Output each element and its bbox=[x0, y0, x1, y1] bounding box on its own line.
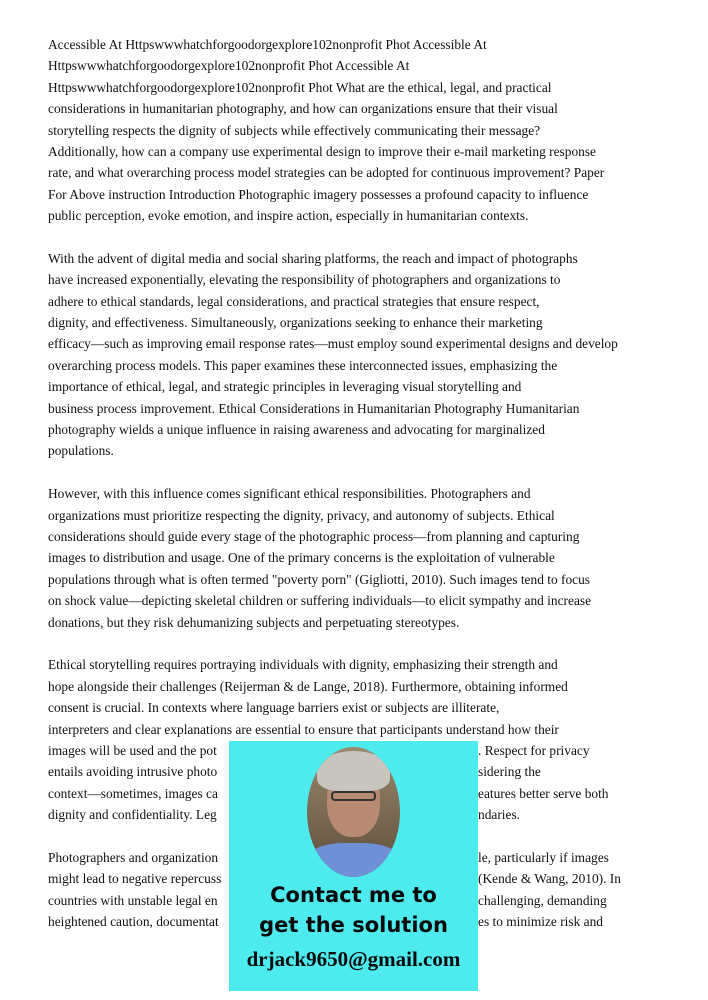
ad-email-link[interactable]: drjack9650@gmail.com bbox=[246, 947, 461, 971]
photo-hair bbox=[317, 751, 390, 791]
text-line-right: (Kende & Wang, 2010). In bbox=[478, 871, 621, 887]
text-line: photography wields a unique influence in raising awareness and advocating for marginalized bbox=[48, 422, 545, 438]
text-line-left: heightened caution, documentat bbox=[48, 914, 219, 930]
text-line: Httpswwwhatchforgoodorgexplore102nonprofit Phot What are the ethical, legal, and practical bbox=[48, 79, 552, 95]
text-line-left: context—sometimes, images ca bbox=[48, 785, 218, 801]
text-line-left: hope alongside their challenges (Reijerman & de Lange, 2018). Furthermore, obtaining informed bbox=[48, 678, 568, 694]
text-line-right: es to minimize risk and bbox=[478, 914, 603, 930]
text-line-left: interpreters and clear explanations are essential to ensure that participants understand how their bbox=[48, 721, 559, 737]
text-line: dignity, and effectiveness. Simultaneously, organizations seeking to enhance their marketing bbox=[48, 315, 543, 331]
text-line-right: ndaries. bbox=[478, 807, 521, 823]
text-line: images to distribution and usage. One of the primary concerns is the exploitation of vulnerable bbox=[48, 550, 555, 566]
text-line: on shock value—depicting skeletal children or suffering individuals—to elicit sympathy and increase bbox=[48, 593, 592, 609]
text-line: With the advent of digital media and social sharing platforms, the reach and impact of photographs bbox=[48, 250, 578, 266]
photo-shirt bbox=[307, 843, 400, 877]
text-line-left: countries with unstable legal en bbox=[48, 892, 218, 908]
text-line: Httpswwwhatchforgoodorgexplore102nonprofit Phot Accessible At bbox=[48, 58, 410, 74]
text-line-right: challenging, demanding bbox=[478, 892, 607, 908]
paragraph bbox=[48, 34, 688, 227]
text-line: storytelling respects the dignity of subjects while effectively communicating their message? bbox=[48, 122, 541, 138]
text-line-left: dignity and confidentiality. Leg bbox=[48, 807, 217, 823]
text-line bbox=[48, 697, 688, 718]
text-line: overarching process models. This paper examines these interconnected issues, emphasizing the bbox=[48, 357, 558, 373]
text-line: efficacy—such as improving email response rates—must employ sound experimental designs and develop bbox=[48, 336, 618, 352]
text-line: populations. bbox=[48, 443, 114, 459]
text-line: Additionally, how can a company use experimental design to improve their e-mail marketing response bbox=[48, 143, 596, 159]
text-line-right: sidering the bbox=[478, 764, 541, 780]
text-line-right: le, particularly if images bbox=[478, 849, 609, 865]
ad-headline-line2: get the solution bbox=[259, 913, 448, 937]
text-line: have increased exponentially, elevating the responsibility of photographers and organizations to bbox=[48, 272, 561, 288]
text-line-right: eatures better serve both bbox=[478, 785, 609, 801]
text-line bbox=[48, 654, 688, 675]
text-line: adhere to ethical standards, legal considerations, and practical strategies that ensure respect, bbox=[48, 293, 540, 309]
text-line-left: might lead to negative repercuss bbox=[48, 871, 222, 887]
text-line: For Above instruction Introduction Photographic imagery possesses a profound capacity to influence bbox=[48, 186, 589, 202]
text-line: importance of ethical, legal, and strategic principles in leveraging visual storytelling and bbox=[48, 379, 522, 395]
text-line: considerations in humanitarian photography, and how can organizations ensure that their visual bbox=[48, 101, 558, 117]
text-line-right: . Respect for privacy bbox=[478, 742, 590, 758]
paragraph bbox=[48, 248, 688, 462]
text-line: populations through what is often termed "poverty porn" (Gigliotti, 2010). Such images tend to focus bbox=[48, 571, 591, 587]
text-line-left: entails avoiding intrusive photo bbox=[48, 764, 218, 780]
text-line-left: Ethical storytelling requires portraying individuals with dignity, emphasizing their strength and bbox=[48, 657, 558, 673]
photo-glasses bbox=[331, 791, 376, 801]
text-line: However, with this influence comes significant ethical responsibilities. Photographers and bbox=[48, 486, 531, 502]
text-line-left: images will be used and the pot bbox=[48, 742, 217, 758]
contact-ad-banner[interactable] bbox=[229, 741, 478, 991]
text-line-left: Photographers and organization bbox=[48, 849, 219, 865]
text-line: organizations must prioritize respecting the dignity, privacy, and autonomy of subjects. Ethical bbox=[48, 507, 555, 523]
text-line-left: consent is crucial. In contexts where language barriers exist or subjects are illiterate, bbox=[48, 700, 500, 716]
text-line bbox=[48, 719, 688, 740]
text-line: business process improvement. Ethical Considerations in Humanitarian Photography Humanitarian bbox=[48, 400, 580, 416]
text-line: Accessible At Httpswwwhatchforgoodorgexplore102nonprofit Phot Accessible At bbox=[48, 37, 487, 52]
paragraph bbox=[48, 483, 688, 633]
text-line: rate, and what overarching process model strategies can be adopted for continuous improvement? Paper bbox=[48, 165, 605, 181]
ad-headline-line1: Contact me to bbox=[270, 883, 437, 907]
text-line: considerations should guide every stage of the photographic process—from planning and capturing bbox=[48, 528, 580, 544]
text-line: donations, but they risk dehumanizing subjects and perpetuating stereotypes. bbox=[48, 614, 460, 630]
author-photo bbox=[307, 747, 400, 877]
text-line: public perception, evoke emotion, and inspire action, especially in humanitarian contexts. bbox=[48, 208, 529, 224]
text-line bbox=[48, 676, 688, 697]
